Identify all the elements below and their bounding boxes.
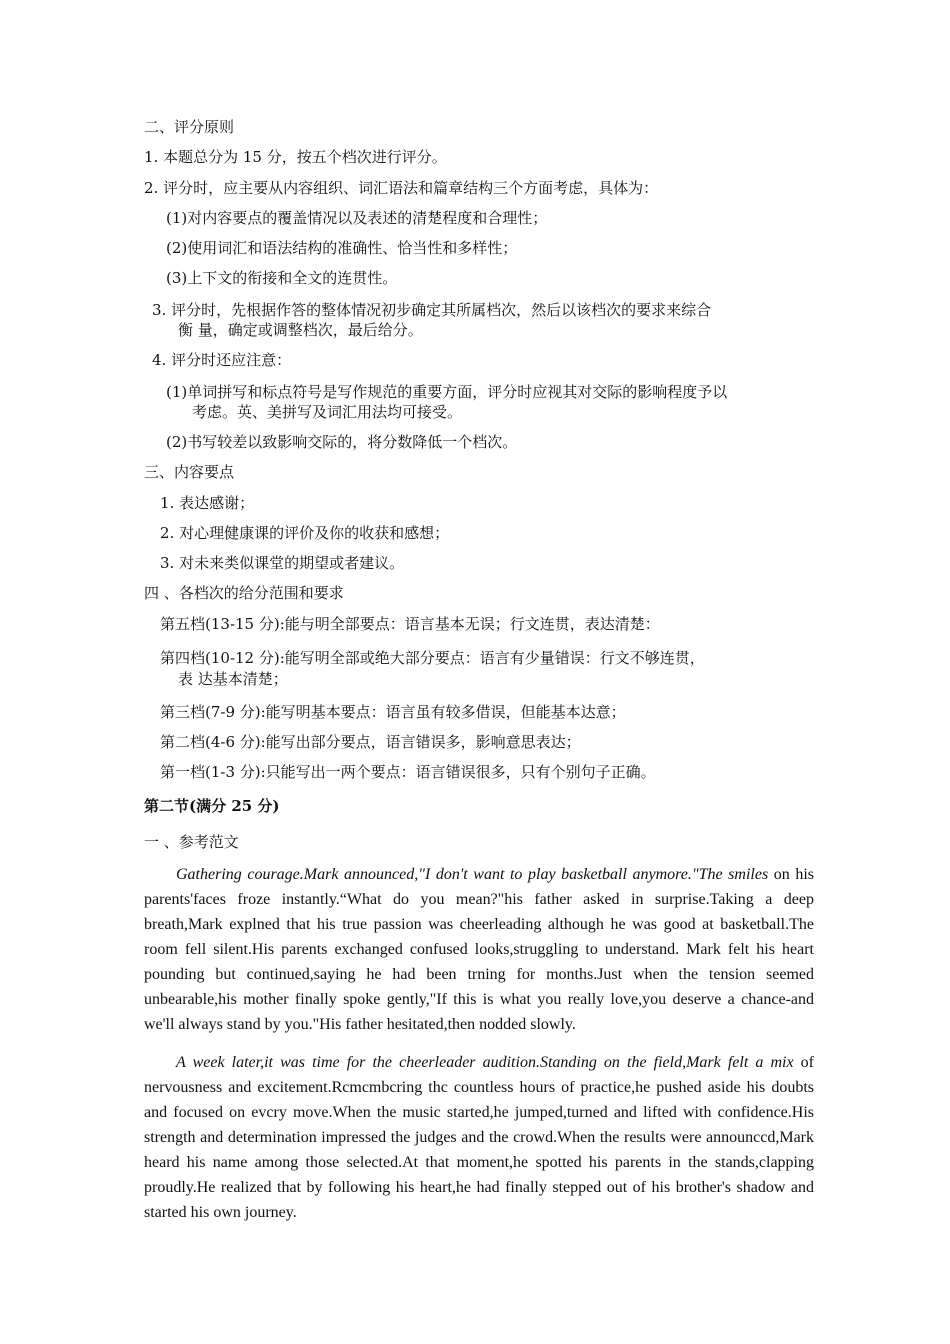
rule-3-line-1: 3. 评分时，先根据作答的整体情况初步确定其所属档次，然后以该档次的要求来综合 bbox=[152, 301, 712, 319]
paragraph-2-body: of nervousness and excitement.Rcmcmbcring thc countless hours of practice,he pushed aside his doubts and focused on evcry move.When the music started,he jumped,turned and lifted with confidence.His strength and determination impressed the judges and the crowd.When the results were announccd,Mark heard his name among those selected.At that moment,he spotted his parents in the stands,clapping proudly.He realized that by following his heart,he had finally stepped out of his brother's shadow and started his own journey. bbox=[144, 1054, 814, 1221]
grade-band-1: 第一档(1-3 分):只能写出一两个要点：语言错误很多，只有个别句子正确。 bbox=[160, 763, 656, 781]
rule-2-sub-3: (3)上下文的衔接和全文的连贯性。 bbox=[166, 269, 398, 287]
rule-2-sub-2: (2)使用词汇和语法结构的准确性、恰当性和多样性； bbox=[166, 239, 518, 257]
rule-4-sub-1-line-1: (1)单词拼写和标点符号是写作规范的重要方面，评分时应视其对交际的影响程度予以 bbox=[166, 383, 728, 401]
grade-band-3: 第三档(7-9 分):能写明基本要点：语言虽有较多借误，但能基本达意； bbox=[160, 703, 626, 721]
grade-band-5: 第五档(13-15 分):能与明全部要点：语言基本无误；行文连贯，表达清楚： bbox=[160, 615, 660, 633]
content-point-3: 3. 对未来类似课堂的期望或者建议。 bbox=[160, 554, 405, 572]
section-heading-grade-bands: 四 、各档次的给分范围和要求 bbox=[144, 584, 344, 602]
paragraph-1-lead: Gathering courage.Mark announced,"I don't want to play basketball anymore."The smiles bbox=[176, 866, 769, 883]
sample-paragraph-2 bbox=[144, 1050, 814, 1225]
content-point-1: 1. 表达感谢； bbox=[160, 494, 255, 512]
section-heading-content-points: 三、内容要点 bbox=[144, 463, 235, 481]
paragraph-1-body: on his parents'faces froze instantly.“What do you mean?"his father asked in surprise.Taking a deep breath,Mark explned that his true passion was cheerleading although he was good at basketball.The room fell silent.His parents exchanged confused looks,struggling to understand. Mark felt his heart pounding but continued,saying he had been trning for months.Just when the tension seemed unbearable,his mother finally spoke gently,"If this is what you really love,you deserve a chance-and we'll always stand by you."His father hesitated,then nodded slowly. bbox=[144, 866, 814, 1033]
sample-paragraph-1 bbox=[144, 862, 814, 1037]
grade-band-4-line-2: 表 达基本清楚； bbox=[178, 670, 288, 688]
rule-4-sub-2: (2)书写较差以致影响交际的，将分数降低一个档次。 bbox=[166, 433, 518, 451]
grade-band-2: 第二档(4-6 分):能写出部分要点，语言错误多，影响意思表达； bbox=[160, 733, 581, 751]
content-point-2: 2. 对心理健康课的评价及你的收获和感想； bbox=[160, 524, 450, 542]
rule-2: 2. 评分时，应主要从内容组织、词汇语法和篇章结构三个方面考虑，具体为： bbox=[144, 179, 659, 197]
sample-essay-heading: 一 、参考范文 bbox=[144, 833, 239, 851]
rule-4-sub-1-line-2: 考虑。英、美拼写及词汇用法均可接受。 bbox=[192, 403, 463, 421]
section-heading-scoring-principles: 二、评分原则 bbox=[144, 118, 235, 136]
paragraph-2-lead: A week later,it was time for the cheerleader audition.Standing on the field,Mark felt a mix bbox=[176, 1054, 794, 1071]
rule-2-sub-1: (1)对内容要点的覆盖情况以及表述的清楚程度和合理性； bbox=[166, 209, 548, 227]
rule-3-line-2: 衡 量，确定或调整档次，最后给分。 bbox=[178, 321, 423, 339]
part-two-title: 第二节(满分 25 分) bbox=[144, 797, 280, 815]
rule-4: 4. 评分时还应注意： bbox=[152, 351, 292, 369]
rule-1: 1. 本题总分为 15 分，按五个档次进行评分。 bbox=[144, 148, 447, 166]
grade-band-4-line-1: 第四档(10-12 分):能写明全部或绝大部分要点：语言有少量错误：行文不够连贯， bbox=[160, 649, 705, 667]
